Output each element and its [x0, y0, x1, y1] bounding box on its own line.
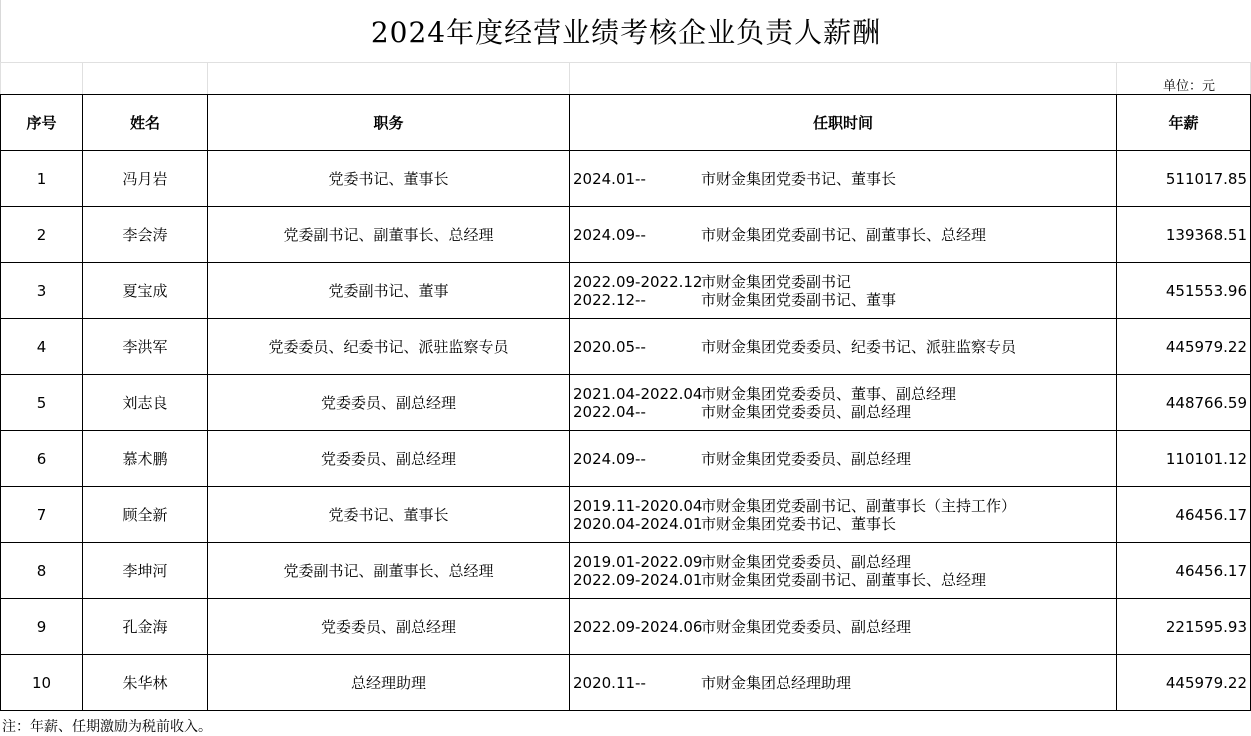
header-position[interactable]: 职务 [208, 95, 570, 151]
table-row [1, 599, 1251, 655]
cell-name[interactable]: 顾全新 [83, 487, 208, 543]
table-row [1, 431, 1251, 487]
tenure-period: 2020.05-- [573, 337, 646, 356]
tenure-description: 市财金集团党委委员、副总经理 [701, 617, 912, 636]
cell-salary[interactable]: 445979.22 [1117, 655, 1251, 711]
cell-tenure[interactable] [570, 599, 1117, 655]
tenure-period: 2019.01-2022.09 [573, 552, 703, 571]
tenure-period: 2022.12-- [573, 290, 646, 309]
cell-salary[interactable]: 451553.96 [1117, 263, 1251, 319]
tenure-description: 市财金集团党委副书记、副董事长（主持工作） [701, 496, 1017, 515]
tenure-line [573, 450, 1116, 468]
tenure-description: 市财金集团党委委员、纪委书记、派驻监察专员 [701, 337, 1017, 356]
gridline [207, 62, 208, 95]
tenure-description: 市财金集团党委委员、副总经理 [701, 449, 912, 468]
table-row [1, 263, 1251, 319]
cell-tenure[interactable] [570, 655, 1117, 711]
tenure-line [573, 338, 1116, 356]
cell-tenure[interactable] [570, 151, 1117, 207]
cell-name[interactable]: 朱华林 [83, 655, 208, 711]
cell-salary[interactable]: 46456.17 [1117, 487, 1251, 543]
gridline [569, 62, 570, 95]
cell-no[interactable]: 6 [1, 431, 83, 487]
table-row [1, 207, 1251, 263]
tenure-description: 市财金集团党委书记、董事长 [701, 514, 897, 533]
header-salary[interactable]: 年薪 [1117, 95, 1251, 151]
table-body [1, 151, 1251, 711]
gridline [0, 62, 1, 95]
cell-no[interactable]: 9 [1, 599, 83, 655]
tenure-period: 2021.04-2022.04 [573, 384, 703, 403]
tenure-line [573, 674, 1116, 692]
tenure-line [573, 553, 1116, 571]
tenure-line [573, 403, 1116, 421]
tenure-period: 2024.09-- [573, 225, 646, 244]
cell-position[interactable]: 党委委员、纪委书记、派驻监察专员 [208, 319, 570, 375]
cell-salary[interactable]: 445979.22 [1117, 319, 1251, 375]
unit-label: 单位：元 [1162, 79, 1215, 94]
tenure-line [573, 291, 1116, 309]
cell-tenure[interactable] [570, 431, 1117, 487]
tenure-period: 2022.09-2022.12 [573, 272, 703, 291]
cell-salary[interactable]: 110101.12 [1117, 431, 1251, 487]
tenure-line [573, 385, 1116, 403]
tenure-description: 市财金集团党委副书记 [701, 272, 852, 291]
cell-salary[interactable]: 511017.85 [1117, 151, 1251, 207]
cell-name[interactable]: 刘志良 [83, 375, 208, 431]
table-row [1, 375, 1251, 431]
cell-position[interactable]: 党委委员、副总经理 [208, 431, 570, 487]
tenure-line [573, 515, 1116, 533]
tenure-line [573, 618, 1116, 636]
cell-name[interactable]: 李洪军 [83, 319, 208, 375]
footnote: 注：年薪、任期激励为税前收入。 [2, 719, 212, 735]
gridline [82, 62, 83, 95]
tenure-period: 2024.09-- [573, 449, 646, 468]
tenure-description: 市财金集团党委副书记、董事 [701, 290, 897, 309]
tenure-period: 2019.11-2020.04 [573, 496, 703, 515]
gridline [1116, 62, 1117, 95]
cell-tenure[interactable] [570, 543, 1117, 599]
cell-tenure[interactable] [570, 319, 1117, 375]
cell-position[interactable]: 党委委员、副总经理 [208, 599, 570, 655]
cell-name[interactable]: 慕术鹏 [83, 431, 208, 487]
tenure-description: 市财金集团党委副书记、副董事长、总经理 [701, 225, 987, 244]
cell-salary[interactable]: 448766.59 [1117, 375, 1251, 431]
tenure-period: 2020.04-2024.01 [573, 514, 703, 533]
cell-no[interactable]: 2 [1, 207, 83, 263]
tenure-description: 市财金集团党委委员、董事、副总经理 [701, 384, 957, 403]
tenure-description: 市财金集团总经理助理 [701, 673, 852, 692]
cell-no[interactable]: 7 [1, 487, 83, 543]
header-name[interactable]: 姓名 [83, 95, 208, 151]
cell-salary[interactable]: 139368.51 [1117, 207, 1251, 263]
table-row [1, 151, 1251, 207]
tenure-line [573, 273, 1116, 291]
page-title: 2024年度经营业绩考核企业负责人薪酬 [370, 16, 882, 49]
cell-name[interactable]: 李坤河 [83, 543, 208, 599]
cell-name[interactable]: 冯月岩 [83, 151, 208, 207]
cell-salary[interactable]: 221595.93 [1117, 599, 1251, 655]
cell-name[interactable]: 夏宝成 [83, 263, 208, 319]
table-row [1, 487, 1251, 543]
tenure-description: 市财金集团党委副书记、副董事长、总经理 [701, 570, 987, 589]
tenure-period: 2022.09-2024.01 [573, 570, 703, 589]
tenure-line [573, 571, 1116, 589]
gridline [0, 62, 1251, 63]
cell-position[interactable]: 党委委员、副总经理 [208, 375, 570, 431]
tenure-period: 2024.01-- [573, 169, 646, 188]
table-row [1, 319, 1251, 375]
header-tenure[interactable]: 任职时间 [570, 95, 1117, 151]
salary-table [0, 94, 1251, 711]
tenure-description: 市财金集团党委委员、副总经理 [701, 552, 912, 571]
tenure-description: 市财金集团党委委员、副总经理 [701, 402, 912, 421]
tenure-description: 市财金集团党委书记、董事长 [701, 169, 897, 188]
tenure-line [573, 497, 1116, 515]
cell-no[interactable]: 8 [1, 543, 83, 599]
cell-name[interactable]: 李会涛 [83, 207, 208, 263]
cell-position[interactable]: 总经理助理 [208, 655, 570, 711]
cell-position[interactable]: 党委书记、董事长 [208, 487, 570, 543]
cell-no[interactable]: 10 [1, 655, 83, 711]
header-no[interactable]: 序号 [1, 95, 83, 151]
cell-position[interactable]: 党委书记、董事长 [208, 151, 570, 207]
cell-tenure[interactable] [570, 207, 1117, 263]
cell-position[interactable]: 党委副书记、董事 [208, 263, 570, 319]
table-row [1, 655, 1251, 711]
unit-row [0, 62, 1251, 95]
cell-tenure[interactable] [570, 487, 1117, 543]
cell-position[interactable]: 党委副书记、副董事长、总经理 [208, 543, 570, 599]
table-row [1, 543, 1251, 599]
cell-position[interactable]: 党委副书记、副董事长、总经理 [208, 207, 570, 263]
cell-no[interactable]: 5 [1, 375, 83, 431]
tenure-line [573, 226, 1116, 244]
tenure-period: 2022.04-- [573, 402, 646, 421]
cell-no[interactable]: 3 [1, 263, 83, 319]
tenure-period: 2020.11-- [573, 673, 646, 692]
cell-tenure[interactable] [570, 263, 1117, 319]
title-cell[interactable] [0, 0, 1251, 62]
cell-no[interactable]: 1 [1, 151, 83, 207]
header-row [1, 95, 1251, 151]
cell-no[interactable]: 4 [1, 319, 83, 375]
tenure-line [573, 170, 1116, 188]
tenure-period: 2022.09-2024.06 [573, 617, 703, 636]
cell-tenure[interactable] [570, 375, 1117, 431]
cell-salary[interactable]: 46456.17 [1117, 543, 1251, 599]
cell-name[interactable]: 孔金海 [83, 599, 208, 655]
